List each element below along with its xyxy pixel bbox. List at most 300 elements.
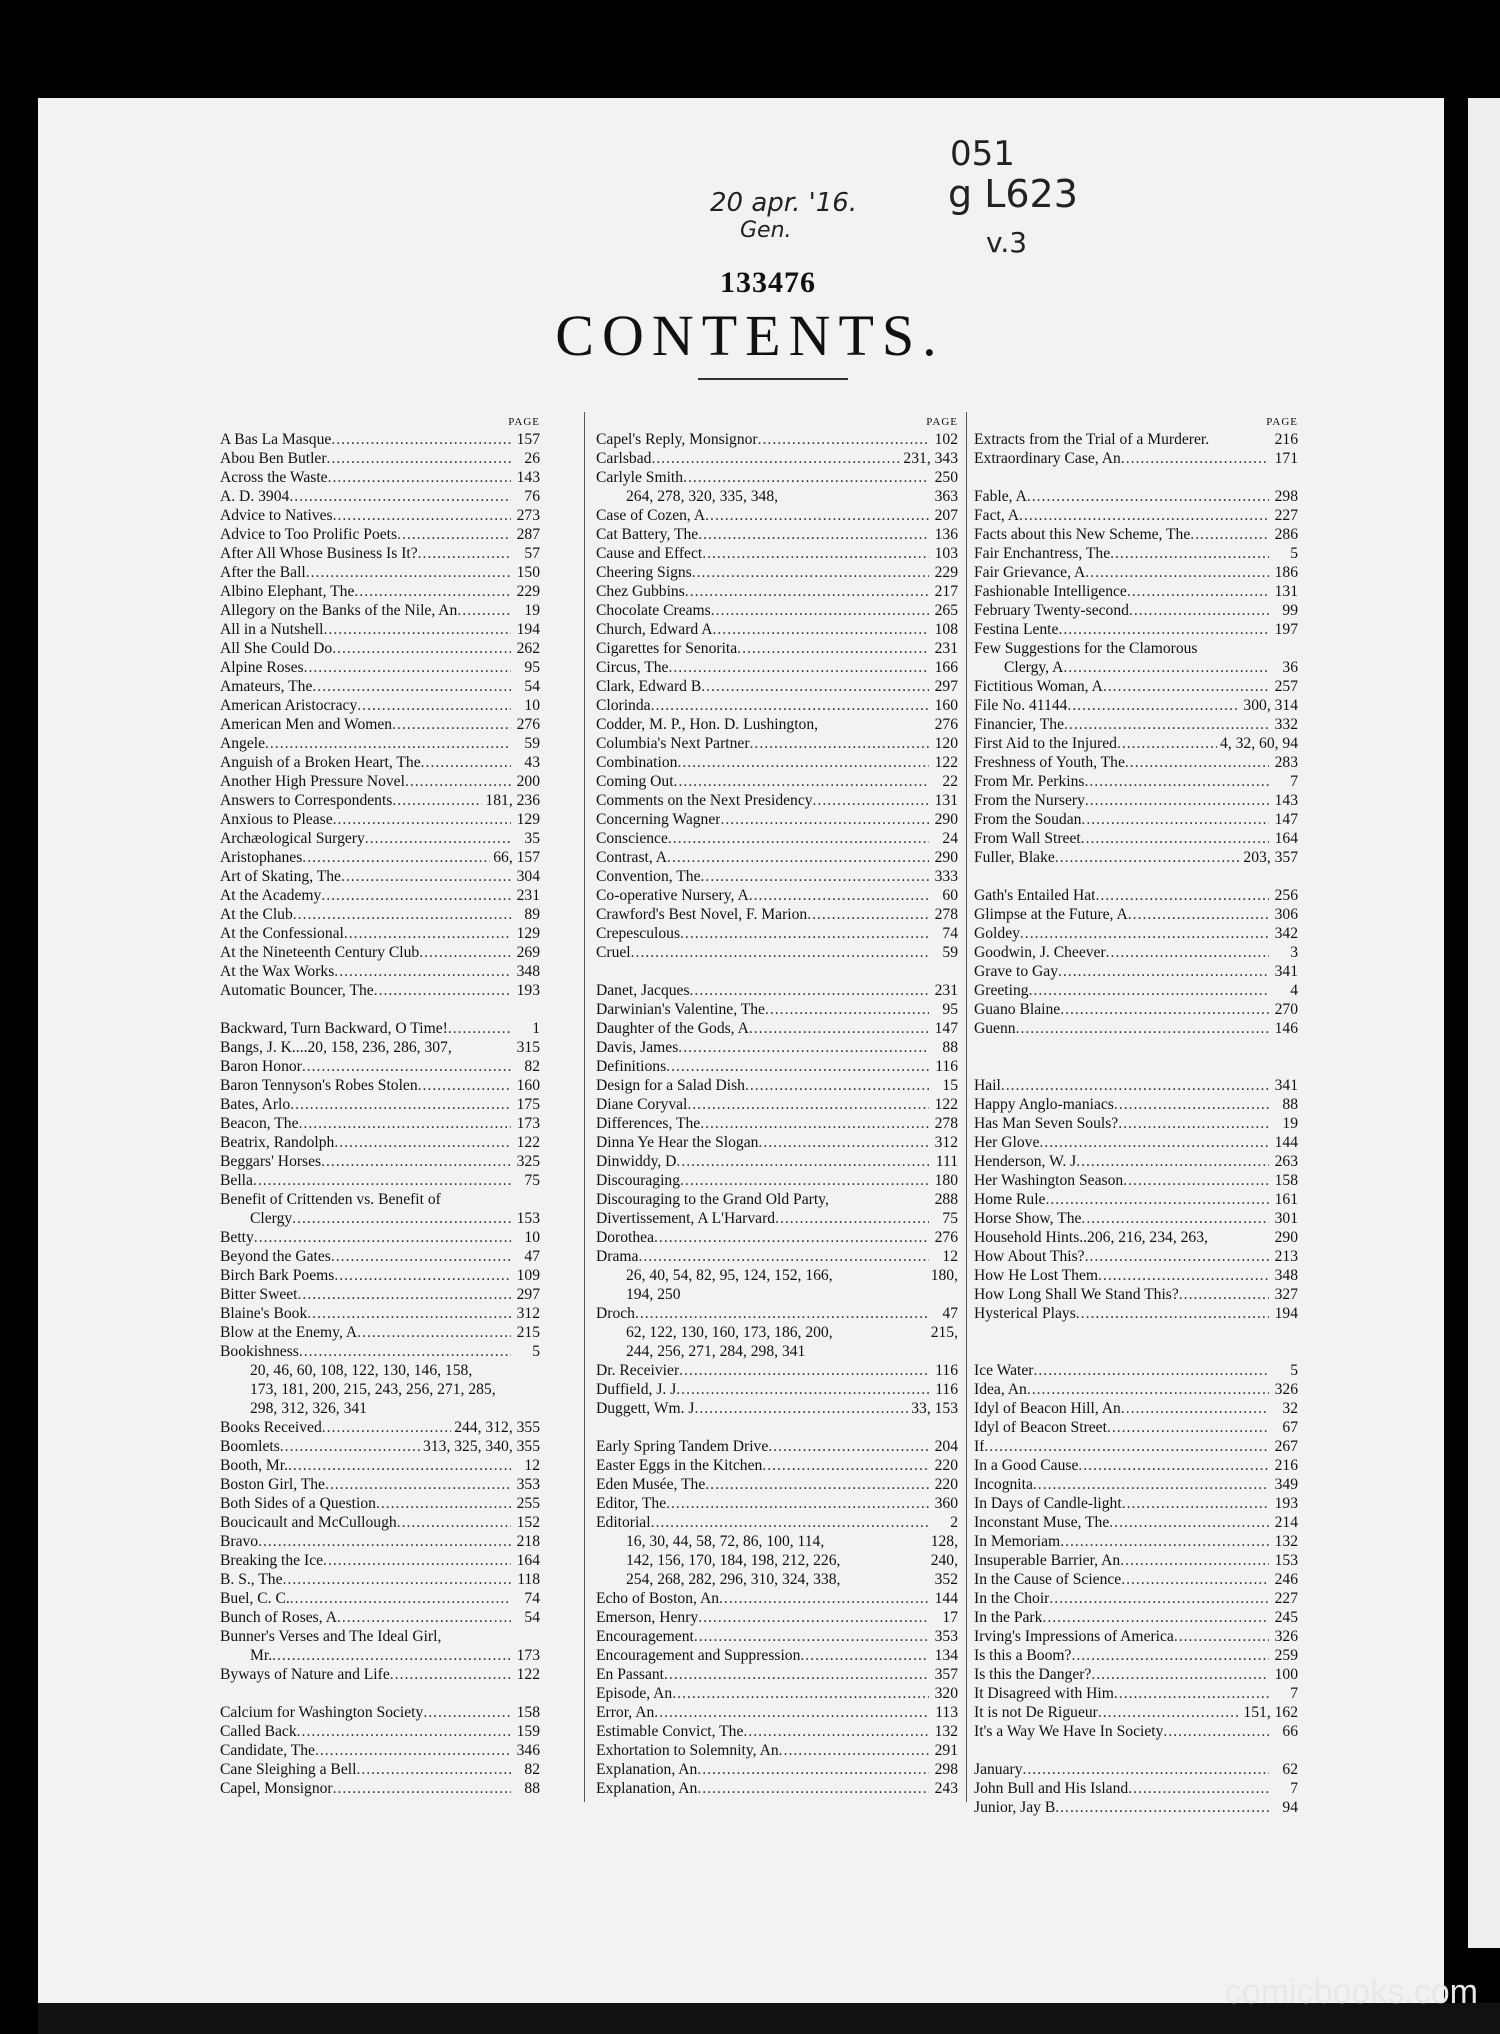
dot-leader xyxy=(1081,1209,1269,1228)
entry-title: Breaking the Ice xyxy=(220,1552,324,1569)
entry-page: 122 xyxy=(516,1134,540,1151)
entry-title: 20, 46, 60, 108, 122, 130, 146, 158, xyxy=(250,1362,473,1379)
entry-title: Another High Pressure Novel xyxy=(220,773,405,790)
entry-title: Design for a Salad Dish xyxy=(596,1077,745,1094)
entry-page: 291 xyxy=(934,1742,958,1759)
entry-page: 315 xyxy=(516,1039,540,1056)
entry-page: 88 xyxy=(1282,1096,1298,1113)
entry-title: Fact, A xyxy=(974,507,1020,524)
entry-title: Echo of Boston, An xyxy=(596,1590,720,1607)
dot-leader xyxy=(720,810,929,829)
dot-leader xyxy=(254,1228,511,1247)
entry-title: Her Glove xyxy=(974,1134,1040,1151)
entry-title: From the Nursery xyxy=(974,792,1085,809)
contents-entry xyxy=(596,1000,958,1019)
section-gap xyxy=(596,1418,958,1437)
entry-page: 171 xyxy=(1274,450,1298,467)
entry-page: 47 xyxy=(942,1305,958,1322)
dot-leader xyxy=(1095,886,1269,905)
contents-entry xyxy=(596,1665,958,1684)
entry-page: 348 xyxy=(1274,1267,1298,1284)
entry-page: 129 xyxy=(516,925,540,942)
dot-leader xyxy=(272,1646,511,1665)
dot-leader xyxy=(1084,772,1269,791)
dot-leader xyxy=(685,582,929,601)
entry-page: 259 xyxy=(1274,1647,1298,1664)
entry-page: 215, xyxy=(930,1324,958,1341)
entry-page: 19 xyxy=(524,602,540,619)
entry-title: Clergy xyxy=(250,1210,293,1227)
entry-page: 325 xyxy=(516,1153,540,1170)
entry-title: Drama xyxy=(596,1248,639,1265)
dot-leader xyxy=(1016,1019,1269,1038)
contents-entry xyxy=(596,791,958,810)
dot-leader xyxy=(1049,1589,1269,1608)
entry-title: Daughter of the Gods, A xyxy=(596,1020,749,1037)
entry-title: Bunner's Verses and The Ideal Girl, xyxy=(220,1628,442,1645)
entry-page: 346 xyxy=(516,1742,540,1759)
contents-entry xyxy=(596,563,958,582)
section-gap xyxy=(974,1057,1298,1076)
contents-entry xyxy=(220,1209,540,1228)
entry-page: 75 xyxy=(524,1172,540,1189)
entry-title: Bates, Arlo xyxy=(220,1096,291,1113)
entry-title: In the Cause of Science xyxy=(974,1571,1122,1588)
entry-title: Candidate, The xyxy=(220,1742,315,1759)
entry-page: 102 xyxy=(934,431,958,448)
contents-entry xyxy=(596,1095,958,1114)
adjacent-page-edge xyxy=(1468,98,1500,1948)
dot-leader xyxy=(713,620,930,639)
entry-page: 94 xyxy=(1282,1799,1298,1816)
entry-page: 118 xyxy=(517,1571,540,1588)
dot-leader xyxy=(302,848,490,867)
entry-title: Extracts from the Trial of a Murderer. xyxy=(974,431,1210,448)
entry-title: Fuller, Blake xyxy=(974,849,1055,866)
entry-title: Cat Battery, The xyxy=(596,526,699,543)
dot-leader xyxy=(1029,981,1269,1000)
entry-title: Idea, An xyxy=(974,1381,1027,1398)
entry-page: 290 xyxy=(934,849,958,866)
entry-page: 229 xyxy=(934,564,958,581)
entry-page: 7 xyxy=(1290,1780,1298,1797)
dot-leader xyxy=(341,867,511,886)
entry-page: 250 xyxy=(934,469,958,486)
entry-title: Easter Eggs in the Kitchen xyxy=(596,1457,763,1474)
contents-entry xyxy=(596,1399,958,1418)
contents-entry xyxy=(596,1380,958,1399)
entry-page: 270 xyxy=(1274,1001,1298,1018)
contents-entry xyxy=(220,1513,540,1532)
dot-leader xyxy=(1001,1076,1269,1095)
entry-title: Hysterical Plays xyxy=(974,1305,1076,1322)
entry-title: Byways of Nature and Life xyxy=(220,1666,390,1683)
contents-entry xyxy=(974,582,1298,601)
entry-page: 3 xyxy=(1290,944,1298,961)
entry-title: Across the Waste xyxy=(220,469,328,486)
entry-title: Irving's Impressions of America xyxy=(974,1628,1174,1645)
dot-leader xyxy=(687,1095,929,1114)
contents-entry xyxy=(974,810,1298,829)
dot-leader xyxy=(676,1380,929,1399)
entry-title: Clark, Edward B xyxy=(596,678,702,695)
entry-continuation xyxy=(596,1551,958,1570)
entry-title: Capel, Monsignor xyxy=(220,1780,333,1797)
entry-page: 4, 32, 60, 94 xyxy=(1220,735,1298,752)
contents-entry xyxy=(596,696,958,715)
entry-title: Is this a Boom? xyxy=(974,1647,1072,1664)
contents-entry xyxy=(220,943,540,962)
entry-title: Archæological Surgery xyxy=(220,830,365,847)
dot-leader xyxy=(334,962,511,981)
entry-title: Exhortation to Solemnity, An xyxy=(596,1742,779,1759)
contents-entry xyxy=(596,449,958,468)
entry-page: 231 xyxy=(516,887,540,904)
dot-leader xyxy=(1042,1608,1269,1627)
contents-entry xyxy=(974,1627,1298,1646)
entry-title: 16, 30, 44, 58, 72, 86, 100, 114, xyxy=(626,1533,825,1550)
entry-page: 320 xyxy=(934,1685,958,1702)
contents-entry xyxy=(220,1627,540,1646)
entry-title: Droch xyxy=(596,1305,635,1322)
dot-leader xyxy=(405,772,511,791)
entry-page: 181, 236 xyxy=(485,792,540,809)
entry-title: Beacon, The xyxy=(220,1115,299,1132)
dot-leader xyxy=(302,1057,511,1076)
entry-title: B. S., The xyxy=(220,1571,283,1588)
contents-entry xyxy=(220,1722,540,1741)
entry-page: 186 xyxy=(1274,564,1298,581)
entry-title: Freshness of Youth, The xyxy=(974,754,1125,771)
dot-leader xyxy=(711,601,929,620)
entry-continuation xyxy=(220,1380,540,1399)
dot-leader xyxy=(668,829,929,848)
entry-page: 262 xyxy=(516,640,540,657)
contents-entry xyxy=(220,1304,540,1323)
contents-entry xyxy=(596,1247,958,1266)
dot-leader xyxy=(344,924,511,943)
entry-title: 298, 312, 326, 341 xyxy=(250,1400,367,1417)
dot-leader xyxy=(807,905,929,924)
entry-title: Chez Gubbins xyxy=(596,583,685,600)
dot-leader xyxy=(651,449,900,468)
entry-page: 197 xyxy=(1274,621,1298,638)
dot-leader xyxy=(672,1684,929,1703)
entry-title: American Men and Women xyxy=(220,716,393,733)
entry-page: 290 xyxy=(934,811,958,828)
contents-entry xyxy=(974,544,1298,563)
contents-entry xyxy=(974,1228,1298,1247)
contents-entry xyxy=(220,981,540,1000)
entry-page: 113 xyxy=(935,1704,958,1721)
dot-leader xyxy=(697,1779,929,1798)
dot-leader xyxy=(390,1665,511,1684)
section-gap xyxy=(974,1741,1298,1760)
contents-entry xyxy=(974,1361,1298,1380)
contents-entry xyxy=(596,829,958,848)
entry-page: 132 xyxy=(934,1723,958,1740)
section-gap xyxy=(974,468,1298,487)
entry-page: 298 xyxy=(1274,488,1298,505)
contents-entry xyxy=(220,1494,540,1513)
entry-page: 363 xyxy=(934,488,958,505)
entry-title: Financier, The xyxy=(974,716,1065,733)
entry-page: 348 xyxy=(516,963,540,980)
entry-title: Festina Lente xyxy=(974,621,1059,638)
entry-page: 54 xyxy=(524,678,540,695)
entry-title: Capel's Reply, Monsignor xyxy=(596,431,758,448)
entry-page: 304 xyxy=(516,868,540,885)
contents-entry xyxy=(596,1057,958,1076)
entry-title: In the Choir xyxy=(974,1590,1050,1607)
dot-leader xyxy=(1106,943,1269,962)
entry-title: At the Nineteenth Century Club xyxy=(220,944,420,961)
entry-title: Has Man Seven Souls? xyxy=(974,1115,1119,1132)
dot-leader xyxy=(1019,506,1269,525)
dot-leader xyxy=(1034,1361,1270,1380)
entry-page: 194 xyxy=(516,621,540,638)
dot-leader xyxy=(397,1513,511,1532)
entry-page: 286 xyxy=(1274,526,1298,543)
entry-title: 194, 250 xyxy=(626,1286,681,1303)
entry-page: 231 xyxy=(934,640,958,657)
dot-leader xyxy=(1058,962,1269,981)
entry-title: Fair Grievance, A xyxy=(974,564,1086,581)
entry-title: Comments on the Next Presidency xyxy=(596,792,813,809)
entry-page: 290 xyxy=(1274,1229,1298,1246)
contents-entry xyxy=(220,1152,540,1171)
entry-page: 207 xyxy=(934,507,958,524)
entry-title: Few Suggestions for the Clamorous xyxy=(974,640,1198,657)
contents-entry xyxy=(596,1589,958,1608)
entry-title: Editor, The xyxy=(596,1495,667,1512)
dot-leader xyxy=(1127,582,1269,601)
dot-leader xyxy=(745,1076,929,1095)
column-divider-2 xyxy=(966,412,967,1802)
contents-entry xyxy=(220,620,540,639)
entry-title: Grave to Gay xyxy=(974,963,1058,980)
dot-leader xyxy=(312,677,511,696)
entry-page: 313, 325, 340, 355 xyxy=(423,1438,540,1455)
dot-leader xyxy=(1128,905,1269,924)
contents-entry xyxy=(220,1228,540,1247)
contents-entry xyxy=(974,715,1298,734)
entry-title: Her Washington Season xyxy=(974,1172,1124,1189)
entry-page: 5 xyxy=(1290,1362,1298,1379)
contents-entry xyxy=(974,563,1298,582)
contents-entry xyxy=(596,468,958,487)
contents-entry xyxy=(974,962,1298,981)
entry-continuation xyxy=(220,1361,540,1380)
dot-leader xyxy=(705,506,929,525)
contents-entry xyxy=(974,1646,1298,1665)
contents-entry xyxy=(596,1133,958,1152)
contents-entry xyxy=(596,1190,958,1209)
entry-page: 54 xyxy=(524,1609,540,1626)
column-divider-1 xyxy=(584,412,585,1802)
entry-title: Insuperable Barrier, An xyxy=(974,1552,1121,1569)
section-gap xyxy=(974,1342,1298,1361)
entry-title: Both Sides of a Question xyxy=(220,1495,376,1512)
entry-title: After the Ball xyxy=(220,564,306,581)
entry-title: Codder, M. P., Hon. D. Lushington, xyxy=(596,716,819,733)
entry-title: Incognita xyxy=(974,1476,1033,1493)
contents-entry xyxy=(974,1190,1298,1209)
entry-page: 10 xyxy=(524,697,540,714)
entry-title: From the Soudan xyxy=(974,811,1082,828)
dot-leader xyxy=(1081,810,1269,829)
entry-page: 152 xyxy=(516,1514,540,1531)
dot-leader xyxy=(288,1456,511,1475)
entry-title: Idyl of Beacon Hill, An xyxy=(974,1400,1121,1417)
dot-leader xyxy=(813,791,929,810)
entry-title: Case of Cozen, A xyxy=(596,507,706,524)
dot-leader xyxy=(290,1095,511,1114)
entry-title: Eden Musée, The xyxy=(596,1476,706,1493)
dot-leader xyxy=(1067,696,1240,715)
entry-page: 2 xyxy=(950,1514,958,1531)
handwritten-volume: v.3 xyxy=(986,226,1028,259)
dot-leader xyxy=(1085,791,1269,810)
dot-leader xyxy=(1179,1285,1269,1304)
entry-title: Explanation, An xyxy=(596,1761,698,1778)
entry-page: 74 xyxy=(524,1590,540,1607)
dot-leader xyxy=(667,848,929,867)
entry-page: 76 xyxy=(524,488,540,505)
dot-leader xyxy=(290,1589,511,1608)
contents-entry xyxy=(596,677,958,696)
contents-entry xyxy=(974,1779,1298,1798)
dot-leader xyxy=(749,1019,929,1038)
entry-title: Advice to Too Prolific Poets xyxy=(220,526,398,543)
entry-title: Blaine's Book xyxy=(220,1305,308,1322)
dot-leader xyxy=(700,1114,929,1133)
entry-title: Betty xyxy=(220,1229,254,1246)
contents-entry xyxy=(220,829,540,848)
entry-title: Definitions xyxy=(596,1058,667,1075)
dot-leader xyxy=(1033,1475,1269,1494)
dot-leader xyxy=(324,620,511,639)
dot-leader xyxy=(1121,1399,1269,1418)
entry-page: 7 xyxy=(1290,1685,1298,1702)
contents-entry xyxy=(974,525,1298,544)
contents-entry xyxy=(220,1551,540,1570)
dot-leader xyxy=(1027,1380,1269,1399)
dot-leader xyxy=(327,449,511,468)
entry-title: Advice to Natives xyxy=(220,507,333,524)
entry-page: 150 xyxy=(516,564,540,581)
title-rule xyxy=(698,378,848,380)
contents-entry xyxy=(220,772,540,791)
contents-entry xyxy=(220,753,540,772)
contents-entry xyxy=(220,544,540,563)
contents-entry xyxy=(596,848,958,867)
entry-title: Alpine Roses xyxy=(220,659,304,676)
dot-leader xyxy=(315,1741,511,1760)
dot-leader xyxy=(1098,1703,1241,1722)
dot-leader xyxy=(1064,715,1269,734)
handwritten-note: Gen. xyxy=(740,218,792,243)
entry-title: 62, 122, 130, 160, 173, 186, 200, xyxy=(626,1324,833,1341)
watermark: comicbooks.com xyxy=(1224,1973,1478,2011)
entry-page: 175 xyxy=(516,1096,540,1113)
contents-entry xyxy=(596,772,958,791)
dot-leader xyxy=(306,563,511,582)
contents-entry xyxy=(220,1019,540,1038)
contents-entry xyxy=(596,582,958,601)
entry-title: Co-operative Nursery, A xyxy=(596,887,749,904)
entry-page: 143 xyxy=(516,469,540,486)
contents-entry xyxy=(220,1760,540,1779)
entry-page: 159 xyxy=(516,1723,540,1740)
entry-title: Emerson, Henry xyxy=(596,1609,699,1626)
entry-page: 301 xyxy=(1274,1210,1298,1227)
entry-page: 341 xyxy=(1274,1077,1298,1094)
dot-leader xyxy=(765,1000,929,1019)
dot-leader xyxy=(678,1038,929,1057)
contents-entry xyxy=(596,1171,958,1190)
contents-entry xyxy=(220,1342,540,1361)
dot-leader xyxy=(1129,601,1269,620)
dot-leader xyxy=(1060,1000,1269,1019)
dot-leader xyxy=(680,1171,929,1190)
dot-leader xyxy=(683,468,929,487)
contents-entry xyxy=(974,1608,1298,1627)
contents-entry xyxy=(220,1323,540,1342)
dot-leader xyxy=(1091,1665,1269,1684)
entry-page: 204 xyxy=(934,1438,958,1455)
entry-page: 342 xyxy=(1274,925,1298,942)
section-gap xyxy=(974,867,1298,886)
contents-entry xyxy=(220,1057,540,1076)
entry-title: Hail xyxy=(974,1077,1001,1094)
dot-leader xyxy=(698,525,929,544)
dot-leader xyxy=(334,1133,511,1152)
dot-leader xyxy=(1081,829,1269,848)
contents-entry xyxy=(220,1665,540,1684)
contents-entry xyxy=(596,1494,958,1513)
entry-page: 146 xyxy=(1274,1020,1298,1037)
contents-entry xyxy=(974,791,1298,810)
entry-page: 147 xyxy=(934,1020,958,1037)
dot-leader xyxy=(421,753,511,772)
dot-leader xyxy=(332,639,511,658)
contents-entry xyxy=(596,734,958,753)
handwritten-call-number: g L623 xyxy=(948,172,1078,216)
entry-page: 332 xyxy=(1274,716,1298,733)
entry-page: 95 xyxy=(942,1001,958,1018)
entry-page: 131 xyxy=(1274,583,1298,600)
contents-entry xyxy=(220,848,540,867)
entry-page: 276 xyxy=(516,716,540,733)
entry-title: Clergy, A xyxy=(1004,659,1064,676)
dot-leader xyxy=(337,1608,511,1627)
contents-entry xyxy=(974,1665,1298,1684)
contents-entry xyxy=(974,1760,1298,1779)
dot-leader xyxy=(299,1342,511,1361)
dot-leader xyxy=(1128,1779,1269,1798)
entry-page: 245 xyxy=(1274,1609,1298,1626)
entry-page: 300, 314 xyxy=(1243,697,1298,714)
entry-title: It Disagreed with Him xyxy=(974,1685,1114,1702)
contents-entry xyxy=(220,924,540,943)
entry-title: Boucicault and McCullough xyxy=(220,1514,397,1531)
contents-entry xyxy=(220,487,540,506)
contents-entry xyxy=(220,1532,540,1551)
entry-page: 216 xyxy=(1274,1457,1298,1474)
dot-leader xyxy=(1045,1190,1269,1209)
contents-entry xyxy=(220,1076,540,1095)
